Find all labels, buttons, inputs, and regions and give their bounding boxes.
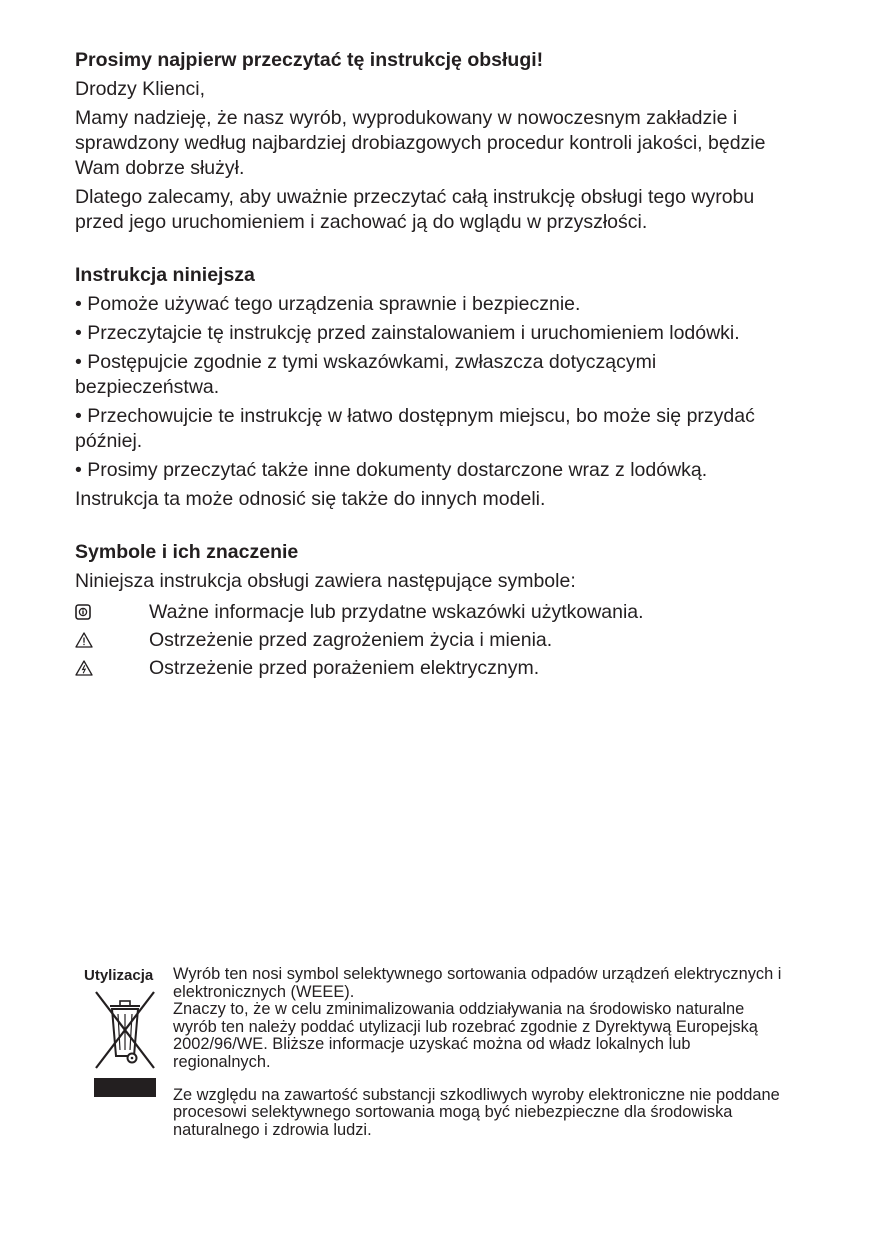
manual-page (75, 48, 805, 682)
weee-black-bar (94, 1078, 156, 1097)
warning-triangle-icon (75, 632, 149, 648)
symbol-row-info (75, 598, 805, 626)
disposal-paragraph-2: Znaczy to, że w celu zminimalizowania oddziaływania na środowisko naturalne wyrób ten należy poddać utylizacji lub rozebrać zgodnie z Dyrektywą Europejską 2002/96/WE. Bliższe informacje uzyskać można od władz lokalnych lub regionalnych. (173, 1000, 758, 1071)
symbols-intro: Niniejsza instrukcja obsługi zawiera następujące symbole: (75, 570, 576, 592)
instructions-note: Instrukcja ta może odnosić się także do innych modeli. (75, 488, 546, 510)
instructions-bullet-5: • Prosimy przeczytać także inne dokumenty dostarczone wraz z lodówką. (75, 459, 708, 481)
disposal-sidebar (84, 966, 164, 986)
intro-paragraph-1: Mamy nadzieję, że nasz wyrób, wyprodukowany w nowoczesnym zakładzie i sprawdzony według najbardziej drobiazgowych procedur kontroli jakości, będzie Wam dobrze służył. (75, 107, 766, 179)
intro-greeting: Drodzy Klienci, (75, 78, 206, 100)
weee-crossed-bin-icon (92, 990, 158, 1075)
symbol-text-warning: Ostrzeżenie przed zagrożeniem życia i mienia. (149, 628, 553, 651)
symbol-row-warning (75, 626, 805, 654)
symbol-text-info: Ważne informacje lub przydatne wskazówki użytkowania. (149, 600, 644, 623)
instructions-bullet-3: • Postępujcie zgodnie z tymi wskazówkami, zwłaszcza dotyczącymi bezpieczeństwa. (75, 351, 657, 398)
symbol-text-electric: Ostrzeżenie przed porażeniem elektrycznym. (149, 656, 540, 679)
disposal-label: Utylizacja (84, 967, 154, 984)
instructions-bullet-2: • Przeczytajcie tę instrukcję przed zainstalowaniem i uruchomieniem lodówki. (75, 322, 740, 344)
electric-warning-icon (75, 660, 149, 676)
disposal-paragraph-1: Wyrób ten nosi symbol selektywnego sortowania odpadów urządzeń elektrycznych i elektronicznych (WEEE). (173, 965, 782, 1001)
symbols-title: Symbole i ich znaczenie (75, 541, 299, 563)
symbol-row-electric (75, 654, 805, 682)
instructions-title: Instrukcja niniejsza (75, 264, 255, 286)
disposal-text (173, 966, 783, 1139)
instructions-bullet-4: • Przechowujcie te instrukcję w łatwo dostępnym miejscu, bo może się przydać później. (75, 405, 755, 452)
disposal-paragraph-3: Ze względu na zawartość substancji szkodliwych wyroby elektroniczne nie poddane procesowi selektywnego sortowania mogą być niebezpieczne dla środowiska naturalnego i zdrowia ludzi. (173, 1085, 780, 1139)
info-icon (75, 604, 149, 620)
intro-paragraph-2: Dlatego zalecamy, aby uważnie przeczytać całą instrukcję obsługi tego wyrobu przed jego uruchomieniem i zachować ją do wglądu w przyszłości. (75, 186, 755, 233)
intro-title: Prosimy najpierw przeczytać tę instrukcję obsługi! (75, 49, 544, 71)
instructions-bullet-1: • Pomoże używać tego urządzenia sprawnie i bezpiecznie. (75, 293, 581, 315)
